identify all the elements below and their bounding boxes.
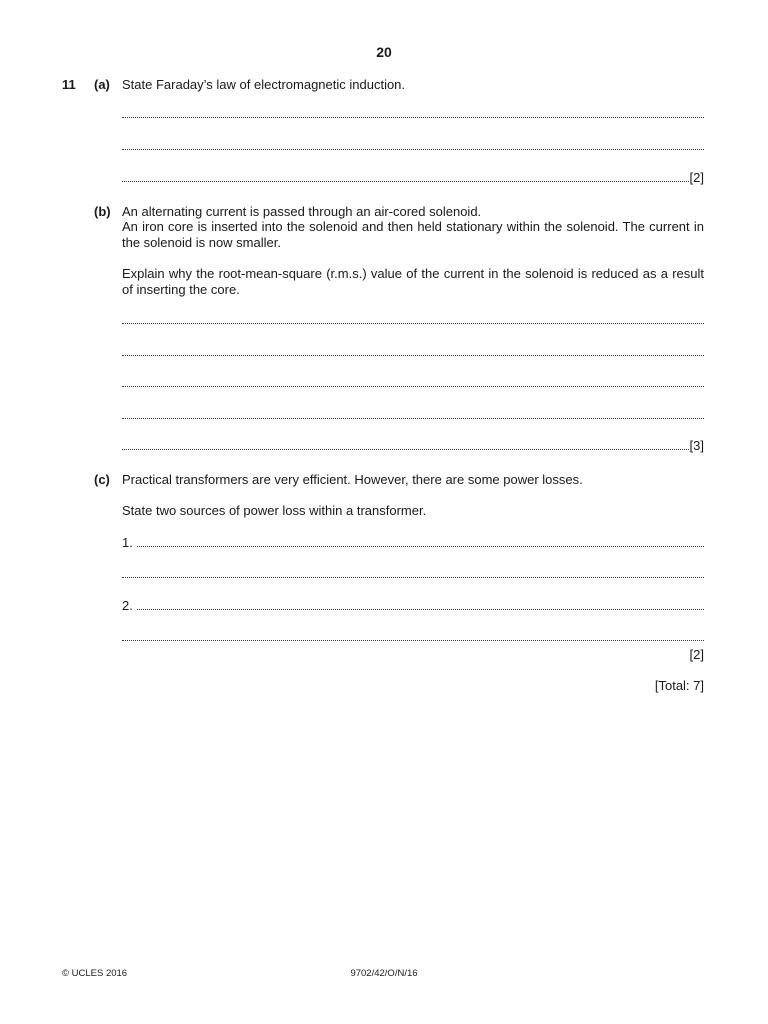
question-number: 11 <box>62 77 76 92</box>
answer-line[interactable] <box>122 377 704 389</box>
part-c-prompt: State two sources of power loss within a transformer. <box>122 503 427 518</box>
part-c-label: (c) <box>94 472 110 487</box>
answer-line[interactable] <box>122 440 704 452</box>
item-2-label: 2. <box>122 598 133 613</box>
part-a-prompt: State Faraday’s law of electromagnetic induction. <box>122 77 406 92</box>
answer-line[interactable] <box>122 568 704 580</box>
answer-line-item-1[interactable] <box>122 537 704 549</box>
part-b-prompt: Explain why the root-mean-square (r.m.s.) value of the current in the solenoid is reduced as a result of inserting the core. <box>122 266 704 297</box>
answer-line[interactable] <box>122 346 704 358</box>
part-c-line1: Practical transformers are very efficient. However, there are some power losses. <box>122 472 583 487</box>
item-1-label: 1. <box>122 535 133 550</box>
answer-line[interactable] <box>122 108 704 120</box>
answer-line[interactable] <box>122 172 704 184</box>
part-b-label: (b) <box>94 204 111 219</box>
answer-line[interactable] <box>122 314 704 326</box>
answer-line[interactable] <box>122 409 704 421</box>
part-c-marks: [2] <box>689 647 704 662</box>
part-a-marks: [2] <box>689 170 704 185</box>
answer-line-item-2[interactable] <box>122 600 704 612</box>
question-total: [Total: 7] <box>654 678 704 693</box>
answer-line[interactable] <box>122 631 704 643</box>
footer-copyright: © UCLES 2016 <box>62 968 128 979</box>
footer-paper-code: 9702/42/O/N/16 <box>350 968 418 979</box>
part-a-label: (a) <box>94 77 110 92</box>
answer-line[interactable] <box>122 140 704 152</box>
part-b-line1: An alternating current is passed through an air-cored solenoid. <box>122 204 482 219</box>
part-b-line2: An iron core is inserted into the solenoid and then held stationary within the solenoid. The current in the solenoid is now smaller. <box>122 219 704 250</box>
page-number: 20 <box>376 44 392 60</box>
part-b-marks: [3] <box>689 438 704 453</box>
